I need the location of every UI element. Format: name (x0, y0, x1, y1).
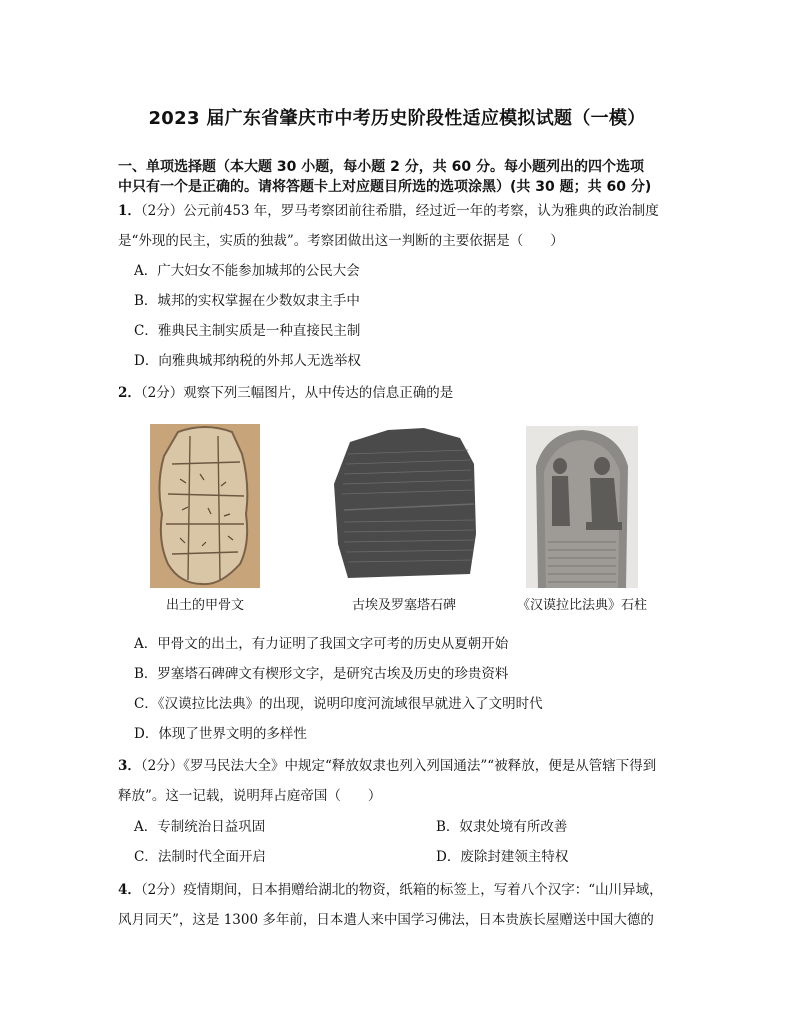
caption-oracle-bone: 出土的甲骨文 (165, 598, 244, 613)
question-3-option-c: C．法制时代全面开启 (134, 849, 266, 865)
question-2-number: 2． (118, 385, 141, 401)
hammurabi-stele-image (526, 426, 638, 588)
question-1-option-b: B．城邦的实权掌握在少数奴隶主手中 (134, 293, 360, 309)
question-3-line-1 (118, 756, 656, 776)
question-3-option-d: D．废除封建领主特权 (436, 849, 569, 865)
question-1-option-c: C．雅典民主制实质是一种直接民主制 (134, 323, 361, 339)
question-4-line-2: 风月同天”，这是 1300 多年前，日本遣人来中国学习佛法，日本贵族长屋赠送中国大德的 (118, 912, 654, 928)
caption-rosetta-stone: 古埃及罗塞塔石碑 (351, 598, 456, 613)
question-1-option-a: A．广大妇女不能参加城邦的公民大会 (134, 263, 360, 279)
question-3-option-b: B．奴隶处境有所改善 (436, 819, 568, 835)
question-2-line-1 (118, 383, 453, 403)
question-2-option-b: B．罗塞塔石碑碑文有楔形文字，是研究古埃及历史的珍贵资料 (134, 666, 509, 682)
question-1-line-1 (118, 201, 659, 221)
section-header-line-1: 一、单项选择题（本大题 30 小题，每小题 2 分，共 60 分。每小题列出的四个选项 (118, 159, 644, 175)
question-1-number: 1． (118, 203, 141, 219)
question-4-line-1 (118, 880, 663, 900)
section-header (118, 157, 698, 197)
question-3-option-a: A．专制统治日益巩固 (134, 819, 266, 835)
question-2-option-d: D．体现了世界文明的多样性 (134, 726, 307, 742)
question-3-line-2: 释放”。这一记载，说明拜占庭帝国（ ） (118, 788, 382, 804)
oracle-bone-image (150, 424, 260, 588)
question-3-number: 3． (118, 758, 141, 774)
question-2-option-a: A．甲骨文的出土，有力证明了我国文字可考的历史从夏朝开始 (134, 636, 509, 652)
question-4-number: 4． (118, 882, 141, 898)
question-2-option-c: C．《汉谟拉比法典》的出现，说明印度河流域很早就进入了文明时代 (134, 696, 543, 712)
question-1-line-2: 是“外现的民主，实质的独裁”。考察团做出这一判断的主要依据是（ ） (118, 233, 564, 249)
question-1-text: （2分）公元前453 年，罗马考察团前往希腊，经过近一年的考察，认为雅典的政治制度 (140, 203, 659, 219)
question-4-text: （2分）疫情期间，日本捐赠给湖北的物资，纸箱的标签上，写着八个汉字：“山川异域， (140, 882, 663, 898)
section-header-line-2: 中只有一个是正确的。请将答题卡上对应题目所选的选项涂黑）(共 30 题；共 60 分) (118, 179, 652, 195)
question-1-option-d: D．向雅典城邦纳税的外邦人无选举权 (134, 353, 361, 369)
caption-hammurabi-stele: 《汉谟拉比法典》石柱 (516, 598, 647, 613)
page-title: 2023 届广东省肇庆市中考历史阶段性适应模拟试题（一模） (148, 108, 646, 129)
question-2-text: （2分）观察下列三幅图片，从中传达的信息正确的是 (140, 385, 454, 401)
question-3-text: （2分）《罗马民法大全》中规定“释放奴隶也列入列国通法”“被释放，便是从管辖下得到 (140, 758, 657, 774)
rosetta-stone-image (328, 424, 480, 584)
